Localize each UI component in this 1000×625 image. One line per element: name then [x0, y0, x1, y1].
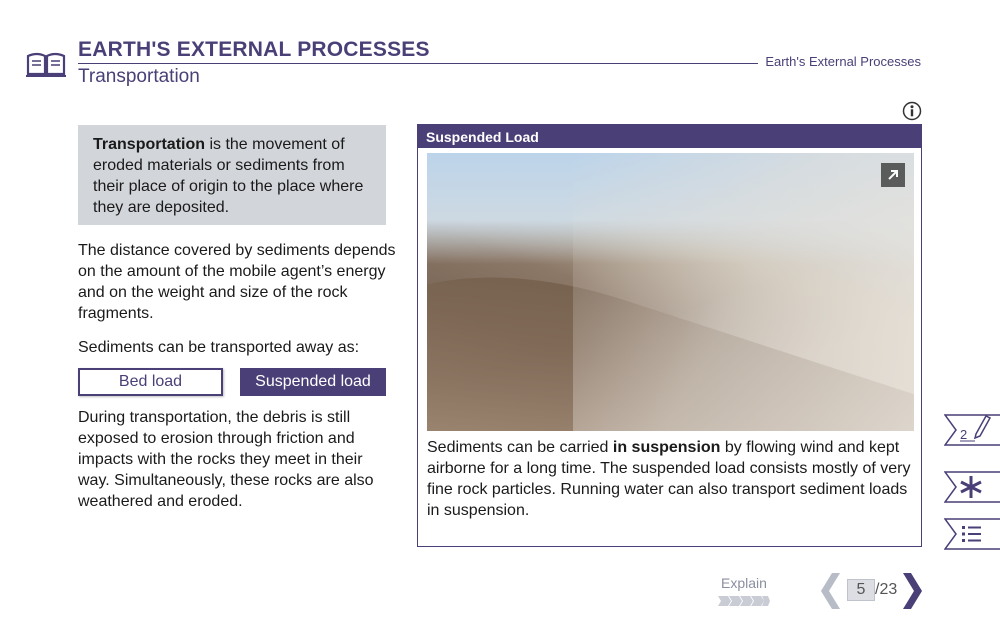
suspended-load-panel [417, 124, 922, 547]
notes-count: 2 [960, 427, 968, 442]
panel-text-end: by flowing wind and kept airborne for a long time. The suspended load consists mostly of very fine rock particles. Running water can also transport sediment loads in suspension. [427, 439, 911, 519]
photo-dust-haze [573, 153, 914, 431]
page-title: EARTH'S EXTERNAL PROCESSES [78, 38, 430, 61]
bookmark-tab[interactable] [944, 471, 1000, 503]
next-page-icon[interactable] [901, 572, 925, 610]
sand-dune-photo [427, 153, 914, 431]
definition-term: Transportation [93, 136, 206, 153]
definition-box [78, 125, 386, 225]
open-book-icon [26, 50, 66, 78]
total-pages: /23 [875, 581, 898, 598]
section-label: Earth's External Processes [765, 54, 921, 69]
bed-load-button[interactable]: Bed load [78, 368, 223, 396]
previous-page-icon[interactable] [818, 572, 842, 610]
panel-text-bold: in suspension [612, 439, 721, 456]
suspended-load-button[interactable]: Suspended load [240, 368, 386, 396]
erosion-paragraph: During transportation, the debris is still exposed to erosion through friction and impacts with the rocks they meet in their way. Simultaneously, these rocks are also weathered and eroded. [78, 409, 374, 510]
expand-icon[interactable] [881, 163, 905, 187]
panel-text-start: Sediments can be carried [427, 439, 613, 456]
distance-paragraph: The distance covered by sediments depends on the amount of the mobile agent’s energy and on the weight and size of the rock fragments. [78, 242, 396, 322]
explain-progress-icon[interactable] [718, 595, 770, 607]
explain-label[interactable]: Explain [721, 575, 767, 591]
list-icon [962, 526, 981, 542]
notes-tab[interactable] [944, 414, 1000, 446]
current-page: 5 [856, 581, 866, 598]
panel-header: Suspended Load [418, 125, 921, 148]
transport-intro-text: Sediments can be transported away as: [78, 339, 360, 356]
contents-tab[interactable] [944, 518, 1000, 550]
panel-description [427, 437, 917, 521]
page-subtitle: Transportation [78, 66, 200, 87]
header-divider [78, 63, 758, 64]
info-icon[interactable] [902, 101, 922, 121]
definition-text: is the movement of eroded materials or sediments from their place of origin to the place where they are deposited. [93, 136, 364, 216]
